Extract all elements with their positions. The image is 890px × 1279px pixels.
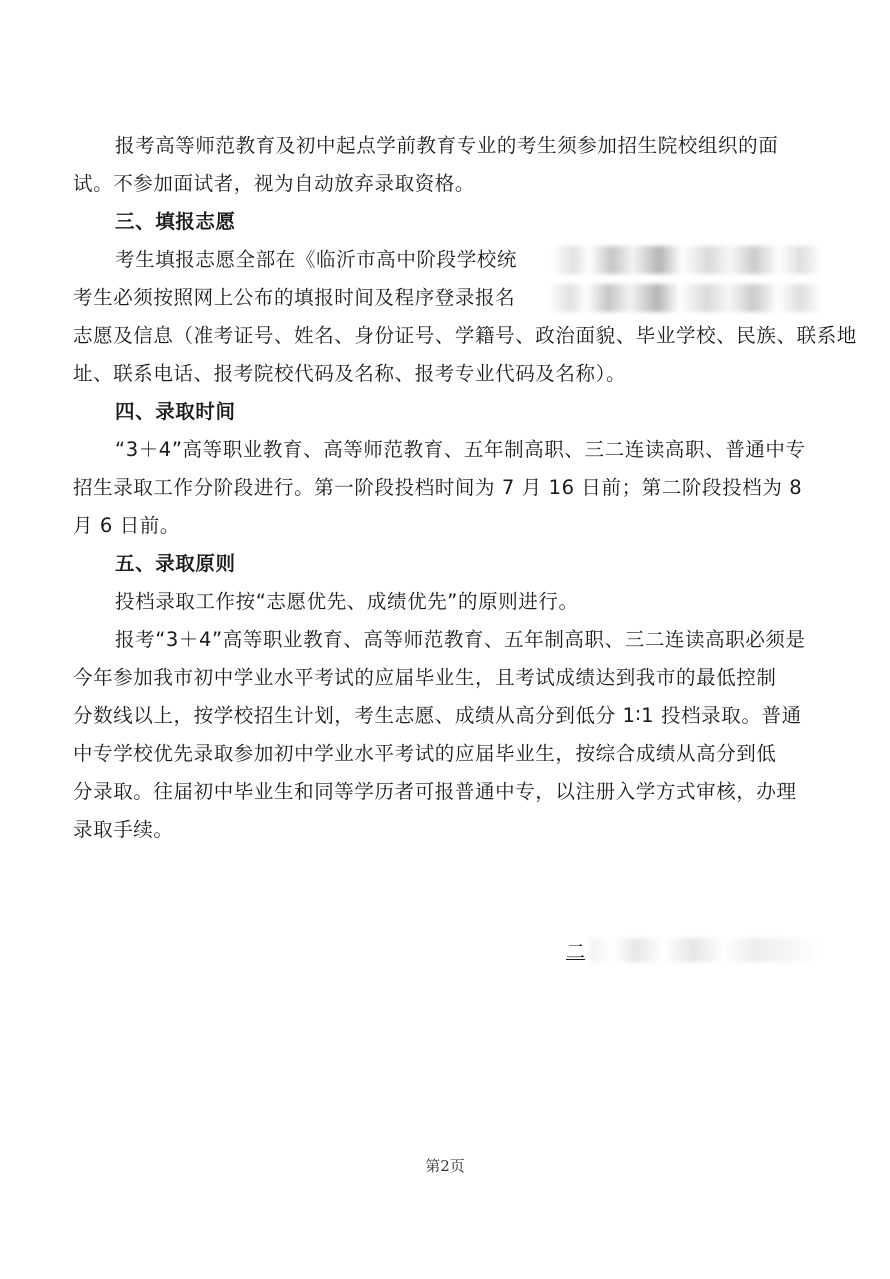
paragraph-line: 报考高等师范教育及初中起点学前教育专业的考生须参加招生院校组织的面	[115, 134, 779, 157]
redacted-signature	[590, 938, 820, 962]
section-heading-5: 五、录取原则	[115, 552, 236, 575]
paragraph-line: 报考“3＋4”高等职业教育、高等师范教育、五年制高职、三二连读高职必须是	[115, 628, 806, 651]
section-heading-4: 四、录取时间	[115, 400, 236, 423]
section-heading-3: 三、填报志愿	[115, 210, 236, 233]
paragraph-line: 月 6 日前。	[73, 514, 181, 537]
paragraph-line: 考生填报志愿全部在《临沂市高中阶段学校统	[115, 248, 518, 271]
signature-text: 二	[566, 941, 586, 963]
redacted-region	[548, 284, 822, 312]
paragraph-line: 今年参加我市初中学业水平考试的应届毕业生，且考试成绩达到我市的最低控制	[73, 666, 777, 689]
paragraph-line: 中专学校优先录取参加初中学业水平考试的应届毕业生，按综合成绩从高分到低	[73, 742, 777, 765]
page-number: 第2页	[425, 1157, 465, 1175]
paragraph-line: 分数线以上，按学校招生计划，考生志愿、成绩从高分到低分 1∶1 投档录取。普通	[73, 704, 802, 727]
paragraph-line: “3＋4”高等职业教育、高等师范教育、五年制高职、三二连读高职、普通中专	[115, 438, 806, 461]
paragraph-line: 投档录取工作按“志愿优先、成绩优先”的原则进行。	[115, 590, 579, 613]
paragraph-line: 分录取。往届初中毕业生和同等学历者可报普通中专，以注册入学方式审核，办理	[73, 780, 797, 803]
paragraph-line: 址、联系电话、报考院校代码及名称、报考专业代码及名称）。	[73, 362, 627, 385]
paragraph-line: 试。不参加面试者，视为自动放弃录取资格。	[73, 172, 476, 195]
redacted-region	[552, 246, 822, 274]
paragraph-line: 志愿及信息（准考证号、姓名、身份证号、学籍号、政治面貌、毕业学校、民族、联系地	[73, 324, 857, 347]
paragraph-line: 录取手续。	[73, 818, 174, 841]
paragraph-line: 考生必须按照网上公布的填报时间及程序登录报名	[73, 286, 516, 309]
paragraph-line: 招生录取工作分阶段进行。第一阶段投档时间为 7 月 16 日前；第二阶段投档为 8	[73, 476, 803, 499]
